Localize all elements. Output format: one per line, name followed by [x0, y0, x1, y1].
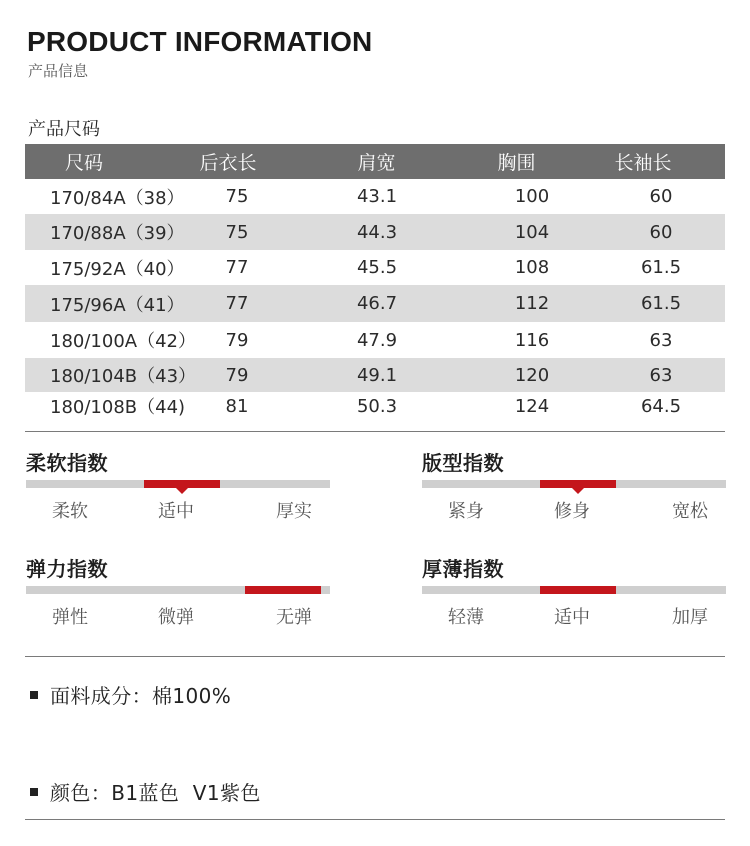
index-marker-notch: [572, 488, 584, 494]
bullet-square-icon: [30, 691, 38, 699]
table-cell: 45.5: [356, 257, 398, 278]
table-cell: 77: [225, 257, 249, 278]
column-header: 胸围: [497, 152, 536, 174]
index-option: 无弹: [276, 607, 312, 628]
divider: [25, 656, 725, 657]
index-marker: [540, 586, 616, 594]
table-cell: 120: [514, 364, 550, 386]
index-option: 加厚: [672, 607, 708, 628]
table-cell: 63: [649, 329, 673, 351]
table-cell: 75: [225, 221, 249, 243]
table-header: [25, 144, 725, 179]
table-cell: 49.1: [356, 364, 398, 386]
color-info: [30, 777, 261, 806]
index-option: 弹性: [52, 607, 88, 628]
index-title: 厚薄指数: [422, 557, 504, 581]
color-text: 颜色：B1蓝色 V1紫色: [50, 781, 261, 805]
table-row: [25, 214, 725, 250]
divider: [25, 431, 725, 432]
index-option: 修身: [554, 501, 590, 522]
table-cell: 180/104B（43）: [50, 366, 197, 387]
table-cell: 170/88A（39）: [50, 223, 185, 244]
index-title: 弹力指数: [26, 557, 108, 581]
table-cell: 61.5: [640, 257, 682, 278]
page-title: PRODUCT INFORMATION: [27, 26, 373, 57]
index-title: 版型指数: [422, 451, 504, 475]
table-row: [25, 322, 725, 358]
table-cell: 44.3: [356, 221, 398, 243]
index-option: 适中: [158, 501, 194, 522]
fabric-text: 面料成分：棉100%: [50, 684, 232, 708]
index-option: 厚实: [276, 501, 312, 522]
table-cell: 79: [225, 364, 249, 386]
index-option: 宽松: [672, 501, 708, 522]
table-cell: 46.7: [356, 293, 398, 314]
table-cell: 175/92A（40）: [50, 258, 185, 280]
thickness-index: [422, 553, 726, 628]
size-section-label: 产品尺码: [28, 119, 100, 140]
table-cell: 60: [649, 186, 673, 207]
bullet-square-icon: [30, 788, 38, 796]
index-title: 柔软指数: [26, 451, 108, 475]
table-row: [25, 392, 725, 420]
index-marker: [144, 480, 220, 488]
table-cell: 100: [514, 186, 550, 207]
table-cell: 47.9: [356, 329, 398, 351]
table-cell: 124: [514, 395, 550, 417]
column-header: 长袖长: [614, 152, 672, 174]
table-cell: 79: [225, 329, 249, 351]
table-cell: 60: [649, 221, 673, 243]
table-cell: 81: [225, 395, 249, 417]
table-cell: 50.3: [356, 395, 398, 417]
column-header: 肩宽: [357, 152, 396, 174]
table-cell: 75: [225, 186, 249, 207]
table-cell: 116: [514, 329, 550, 351]
table-cell: 77: [225, 293, 249, 314]
table-cell: 180/108B（44): [50, 397, 186, 418]
fabric-info: [30, 680, 231, 709]
index-option: 适中: [554, 607, 590, 628]
table-cell: 104: [514, 221, 550, 243]
column-header: 尺码: [64, 152, 103, 174]
index-option: 微弹: [158, 607, 194, 628]
column-header: 后衣长: [199, 152, 257, 174]
softness-index: [26, 447, 330, 522]
table-row: [25, 179, 725, 214]
page-subtitle: 产品信息: [28, 62, 89, 80]
index-option: 轻薄: [448, 607, 484, 628]
table-cell: 64.5: [640, 395, 682, 417]
fit-index: [422, 447, 726, 522]
table-cell: 112: [514, 293, 550, 314]
table-cell: 108: [514, 257, 550, 278]
index-marker-notch: [176, 488, 188, 494]
table-row: [25, 285, 725, 322]
size-table: [25, 144, 725, 420]
elasticity-index: [26, 553, 330, 628]
table-row: [25, 250, 725, 285]
table-cell: 43.1: [356, 186, 398, 207]
table-cell: 180/100A（42）: [50, 331, 196, 352]
index-marker: [245, 586, 321, 594]
divider: [25, 819, 725, 820]
index-option: 柔软: [52, 501, 88, 522]
index-marker: [540, 480, 616, 488]
index-option: 紧身: [448, 501, 484, 522]
table-row: [25, 358, 725, 392]
table-cell: 170/84A（38）: [50, 187, 185, 209]
table-cell: 63: [649, 364, 673, 386]
table-cell: 175/96A（41）: [50, 294, 185, 316]
table-cell: 61.5: [640, 293, 682, 314]
